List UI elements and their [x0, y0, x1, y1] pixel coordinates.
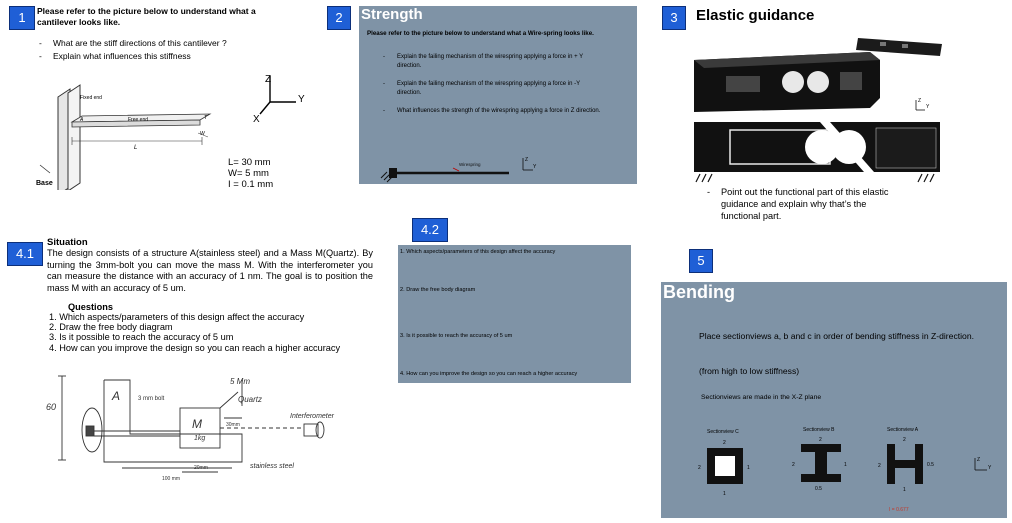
axis-z-label: Z [525, 157, 529, 163]
dim-bottom: 1 [903, 487, 906, 493]
situation-heading: Situation [47, 237, 88, 248]
panel-question-2: 2. Draw the free body diagram [400, 287, 476, 293]
dim-left: 2 [792, 462, 795, 468]
section-number-1: 1 [9, 6, 35, 30]
bending-footnote: I = 0.677 [889, 507, 909, 513]
sectionview-c [695, 436, 765, 496]
base-label: Base [36, 180, 53, 187]
dim-top: 2 [903, 437, 906, 443]
questions-list [49, 312, 340, 353]
dim-right: 1 [844, 462, 847, 468]
bending-instruction: Place sectionviews a, b and c in order of bending stiffness in Z-direction. [699, 331, 974, 341]
questions-heading: Questions [68, 302, 113, 312]
sketch-20mm-label: 20mm [194, 465, 208, 471]
question-item: 4. How can you improve the design so you can reach a higher accuracy [49, 342, 341, 353]
axis-z-label: Z [977, 457, 981, 463]
sketch-quartz-label: Quartz [238, 395, 263, 404]
length-L-label: L [134, 145, 138, 151]
questions-panel-4-2 [398, 245, 631, 383]
bending-title: Bending [663, 282, 735, 302]
sketch-30mm-label: 30mm [226, 422, 240, 428]
dim-top: 2 [819, 437, 822, 443]
section1-bullet: - Explain what influences this stiffness [39, 50, 299, 63]
dim-left: 2 [698, 465, 701, 471]
dim-right: 0.5 [927, 462, 934, 468]
sketch-M-label: M [192, 417, 202, 431]
axis-y-label: Y [298, 94, 305, 105]
strength-title: Strength [361, 6, 423, 23]
section-number-4-2: 4.2 [412, 218, 448, 242]
elastic-guidance-bullet: - Point out the functional part of this elastic guidance and explain why that’s the functional part. [707, 186, 907, 222]
strength-panel [359, 6, 637, 184]
dim-right: 1 [747, 465, 750, 471]
axis-z-label: Z [265, 74, 272, 85]
panel-question-3: 3. Is it possible to reach the accuracy of 5 um [400, 333, 513, 339]
sketch-interferometer-label: Interferometer [290, 413, 334, 420]
dimension-line: L= 30 mm [228, 157, 271, 168]
elastic-guidance-bullets [707, 186, 907, 222]
thickness-T-label: T [204, 115, 208, 121]
design-sketch [42, 370, 362, 485]
section1-intro: Please refer to the picture below to understand what a cantilever looks like. [37, 6, 256, 27]
question-item: 1. Which aspects/parameters of this design affect the accuracy [49, 312, 305, 322]
bending-order-note: (from high to low stiffness) [699, 366, 800, 376]
question-item: 3. Is it possible to reach the accuracy of 5 um [49, 332, 234, 343]
section-number-4-1: 4.1 [7, 242, 43, 266]
dim-bottom: 1 [723, 491, 726, 496]
sketch-100mm-label: 100 mm [162, 476, 181, 482]
axis-y-label: Y [533, 164, 537, 170]
strength-bullet: - Explain the failing mechanism of the wirespring applying a force in -Y direction. [383, 80, 603, 98]
strength-bullet: - Explain the failing mechanism of the wirespring applying a force in + Y direction. [383, 53, 603, 71]
dimension-line: I = 0.1 mm [228, 179, 274, 190]
sectionview-a-label: Sectionview A [887, 427, 919, 433]
elastic-guidance-title: Elastic guidance [696, 7, 815, 24]
situation-text: The design consists of a structure A(stainless steel) and a Mass M(Quartz). By turning the 3mm-bolt you can move the mass M. With the interferometer you can measure the distance with an accuracy of 1 nm. The goal is to position the mass M with an accuracy of 5 um. [47, 248, 373, 293]
sectionview-a [875, 434, 945, 494]
sketch-bolt-label: 3 mm bolt [138, 396, 165, 402]
panel-question-4: 4. How can you improve the design so you can reach a higher accuracy [400, 371, 578, 377]
zy-axes-5 [967, 452, 997, 477]
fixed-end-label: Fixed end [80, 95, 102, 101]
sectionview-c-label: Sectionview C [707, 429, 739, 435]
bending-panel [661, 282, 1007, 518]
bending-plane-note: Sectionviews are made in the X-Z plane [701, 394, 822, 401]
strength-bullets [383, 53, 603, 116]
width-W-label: W [200, 131, 205, 137]
strength-bullet: - What influences the strength of the wirespring applying a force in Z direction. [383, 107, 603, 116]
sketch-mass-label: 1kg [194, 435, 206, 442]
elastic-guidance-figure [690, 32, 950, 184]
free-end-label: Free end [128, 117, 149, 123]
dim-bottom: 0.5 [815, 486, 822, 492]
section-number-2: 2 [327, 6, 351, 30]
zy-axes-2 [515, 154, 545, 179]
dimension-line: W= 5 mm [228, 168, 269, 179]
axis-y-label: Y [926, 104, 930, 110]
cantilever-dimensions [228, 157, 273, 190]
section-number-5: 5 [689, 249, 713, 273]
section1-bullets [39, 37, 299, 63]
cantilever-figure [30, 75, 230, 190]
xyz-axes-1 [250, 70, 320, 130]
section-number-3: 3 [662, 6, 686, 30]
sketch-steel-label: stainless steel [250, 463, 294, 470]
sketch-height-label: 60 [46, 402, 57, 412]
axis-y-label: Y [988, 465, 992, 471]
sketch-A-label: A [112, 389, 121, 403]
dim-left: 2 [878, 463, 881, 469]
section1-bullet: - What are the stiff directions of this cantilever ? [39, 37, 299, 50]
sectionview-b-label: Sectionview B [803, 427, 835, 433]
axis-x-label: X [253, 114, 260, 125]
dim-top: 2 [723, 440, 726, 446]
cantilever-A-label: A [80, 117, 84, 123]
question-item: 2. Draw the free body diagram [49, 322, 173, 333]
axis-z-label: Z [918, 98, 922, 104]
panel-question-1: 1. Which aspects/parameters of this design affect the accuracy [400, 249, 556, 255]
strength-intro: Please refer to the picture below to understand what a Wire-spring looks like. [367, 30, 594, 37]
sectionview-b [789, 434, 859, 494]
sketch-5um-label: 5 Mm [230, 377, 250, 386]
wirespring-label: Wirespring [459, 162, 481, 167]
